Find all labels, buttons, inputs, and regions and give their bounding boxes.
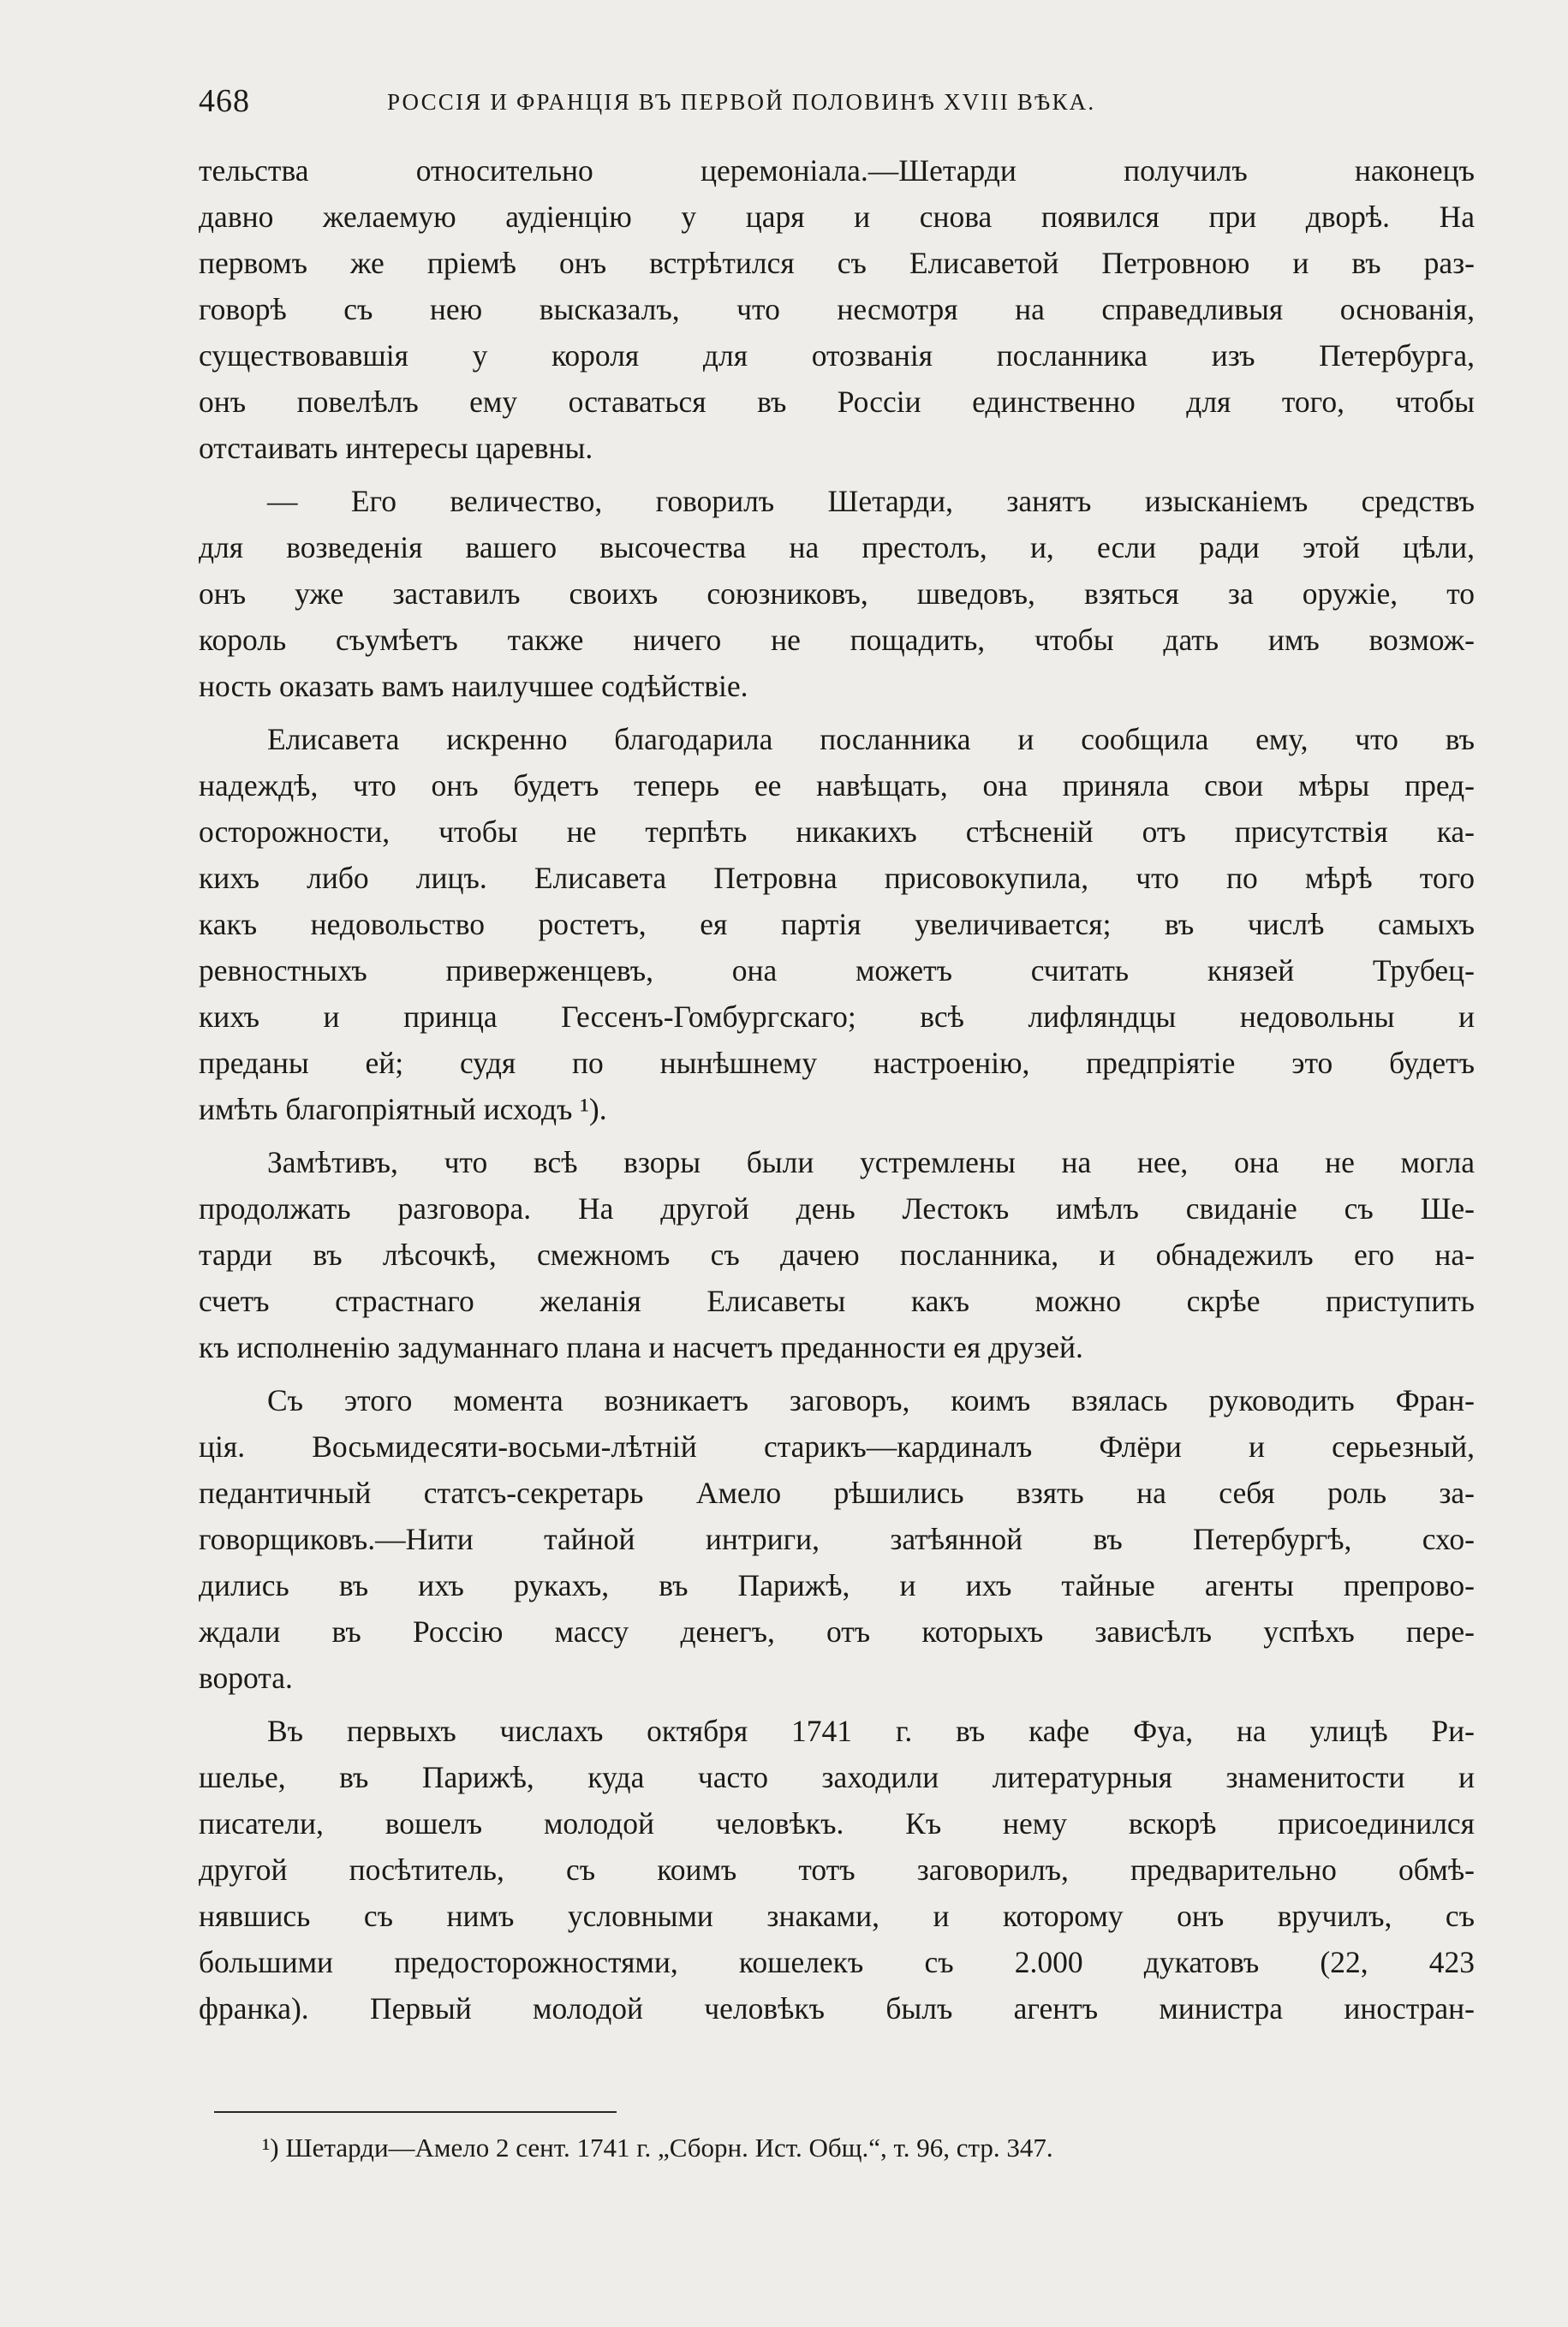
- paragraph-5: [199, 1377, 1475, 1701]
- paragraph-4: [199, 1139, 1475, 1370]
- text-line: франка). Первый молодой человѣкъ былъ агентъ министра иностран-: [199, 1991, 1475, 2026]
- text-line: — Его величество, говорилъ Шетарди, занятъ изысканіемъ средствъ: [267, 484, 1475, 518]
- text-line: надеждѣ, что онъ будетъ теперь ее навѣщать, она приняла свои мѣры пред-: [199, 768, 1475, 803]
- text-line: Елисавета искренно благодарила посланника и сообщила ему, что въ: [267, 722, 1475, 756]
- text-line: кихъ либо лицъ. Елисавета Петровна присовокупила, что по мѣрѣ того: [199, 861, 1475, 895]
- body-text: [199, 147, 1475, 2032]
- page-header: [199, 82, 1475, 130]
- text-line: ворота.: [199, 1661, 293, 1695]
- paragraph-2: [199, 478, 1475, 709]
- text-line: отстаивать интересы царевны.: [199, 431, 593, 465]
- text-line: Замѣтивъ, что всѣ взоры были устремлены на нее, она не могла: [267, 1145, 1475, 1179]
- text-line: кихъ и принца Гессенъ-Гомбургскаго; всѣ лифляндцы недовольны и: [199, 999, 1475, 1034]
- text-line: давно желаемую аудіенцію у царя и снова появился при дворѣ. На: [199, 200, 1475, 234]
- paragraph-6: [199, 1708, 1475, 2032]
- running-title: РОССІЯ И ФРАНЦІЯ ВЪ ПЕРВОЙ ПОЛОВИНѢ XVIII ВѢКА.: [387, 89, 1096, 115]
- text-line: имѣть благопріятный исходъ ¹).: [199, 1092, 607, 1126]
- text-line: онъ уже заставилъ своихъ союзниковъ, шведовъ, взяться за оружіе, то: [199, 576, 1475, 611]
- text-line: преданы ей; судя по нынѣшнему настроенію, предпріятіе это будетъ: [199, 1046, 1475, 1080]
- text-line: тельства относительно церемоніала.—Шетарди получилъ наконецъ: [199, 153, 1475, 188]
- text-line: ждали въ Россію массу денегъ, отъ которыхъ зависѣлъ успѣхъ пере-: [199, 1614, 1475, 1649]
- text-line: ность оказать вамъ наилучшее содѣйствіе.: [199, 669, 748, 703]
- text-line: Въ первыхъ числахъ октября 1741 г. въ кафе Фуа, на улицѣ Ри-: [267, 1714, 1475, 1748]
- page-number: 468: [199, 83, 250, 119]
- text-line: онъ повелѣлъ ему оставаться въ Россіи единственно для того, чтобы: [199, 385, 1475, 419]
- text-line: продолжать разговора. На другой день Лестокъ имѣлъ свиданіе съ Ше-: [199, 1191, 1475, 1226]
- text-line: другой посѣтитель, съ коимъ тотъ заговорилъ, предварительно обмѣ-: [199, 1853, 1475, 1887]
- footnote: [262, 2133, 1053, 2163]
- text-line: нявшись съ нимъ условными знаками, и которому онъ вручилъ, съ: [199, 1899, 1475, 1933]
- text-line: шелье, въ Парижѣ, куда часто заходили литературныя знаменитости и: [199, 1760, 1475, 1794]
- text-line: счетъ страстнаго желанія Елисаветы какъ можно скрѣе приступить: [199, 1284, 1475, 1318]
- paragraph-1: [199, 147, 1475, 471]
- text-line: писатели, вошелъ молодой человѣкъ. Къ нему вскорѣ присоединился: [199, 1806, 1475, 1841]
- footnote-marker: ¹): [262, 2133, 279, 2163]
- footnote-divider: [214, 2111, 617, 2113]
- text-line: существовавшія у короля для отозванія посланника изъ Петербурга,: [199, 338, 1475, 373]
- text-line: дились въ ихъ рукахъ, въ Парижѣ, и ихъ тайные агенты препрово-: [199, 1568, 1475, 1602]
- text-line: для возведенія вашего высочества на престолъ, и, если ради этой цѣли,: [199, 530, 1475, 564]
- text-line: ція. Восьмидесяти-восьми-лѣтній старикъ—кардиналъ Флёри и серьезный,: [199, 1429, 1475, 1464]
- text-line: осторожности, чтобы не терпѣть никакихъ стѣсненій отъ присутствія ка-: [199, 814, 1475, 849]
- text-line: большими предосторожностями, кошелекъ съ 2.000 дукатовъ (22, 423: [199, 1945, 1475, 1979]
- text-line: педантичный статсъ-секретарь Амело рѣшились взять на себя роль за-: [199, 1476, 1475, 1510]
- text-line: говорѣ съ нею высказалъ, что несмотря на справедливыя основанія,: [199, 292, 1475, 326]
- text-line: ревностныхъ приверженцевъ, она можетъ считать князей Трубец-: [199, 953, 1475, 987]
- text-line: говорщиковъ.—Нити тайной интриги, затѣянной въ Петербургѣ, схо-: [199, 1522, 1475, 1556]
- text-line: къ исполненію задуманнаго плана и насчетъ преданности ея друзей.: [199, 1330, 1083, 1364]
- footnote-text: Шетарди—Амело 2 сент. 1741 г. „Сборн. Ист. Общ.“, т. 96, стр. 347.: [285, 2133, 1053, 2163]
- text-line: какъ недовольство ростетъ, ея партія увеличивается; въ числѣ самыхъ: [199, 907, 1475, 941]
- text-line: первомъ же пріемѣ онъ встрѣтился съ Елисаветой Петровною и въ раз-: [199, 246, 1475, 280]
- text-line: Съ этого момента возникаетъ заговоръ, коимъ взялась руководить Фран-: [267, 1383, 1475, 1417]
- text-line: тарди въ лѣсочкѣ, смежномъ съ дачею посланника, и обнадежилъ его на-: [199, 1238, 1475, 1272]
- text-line: король съумѣетъ также ничего не пощадить, чтобы дать имъ возмож-: [199, 623, 1475, 657]
- paragraph-3: [199, 716, 1475, 1132]
